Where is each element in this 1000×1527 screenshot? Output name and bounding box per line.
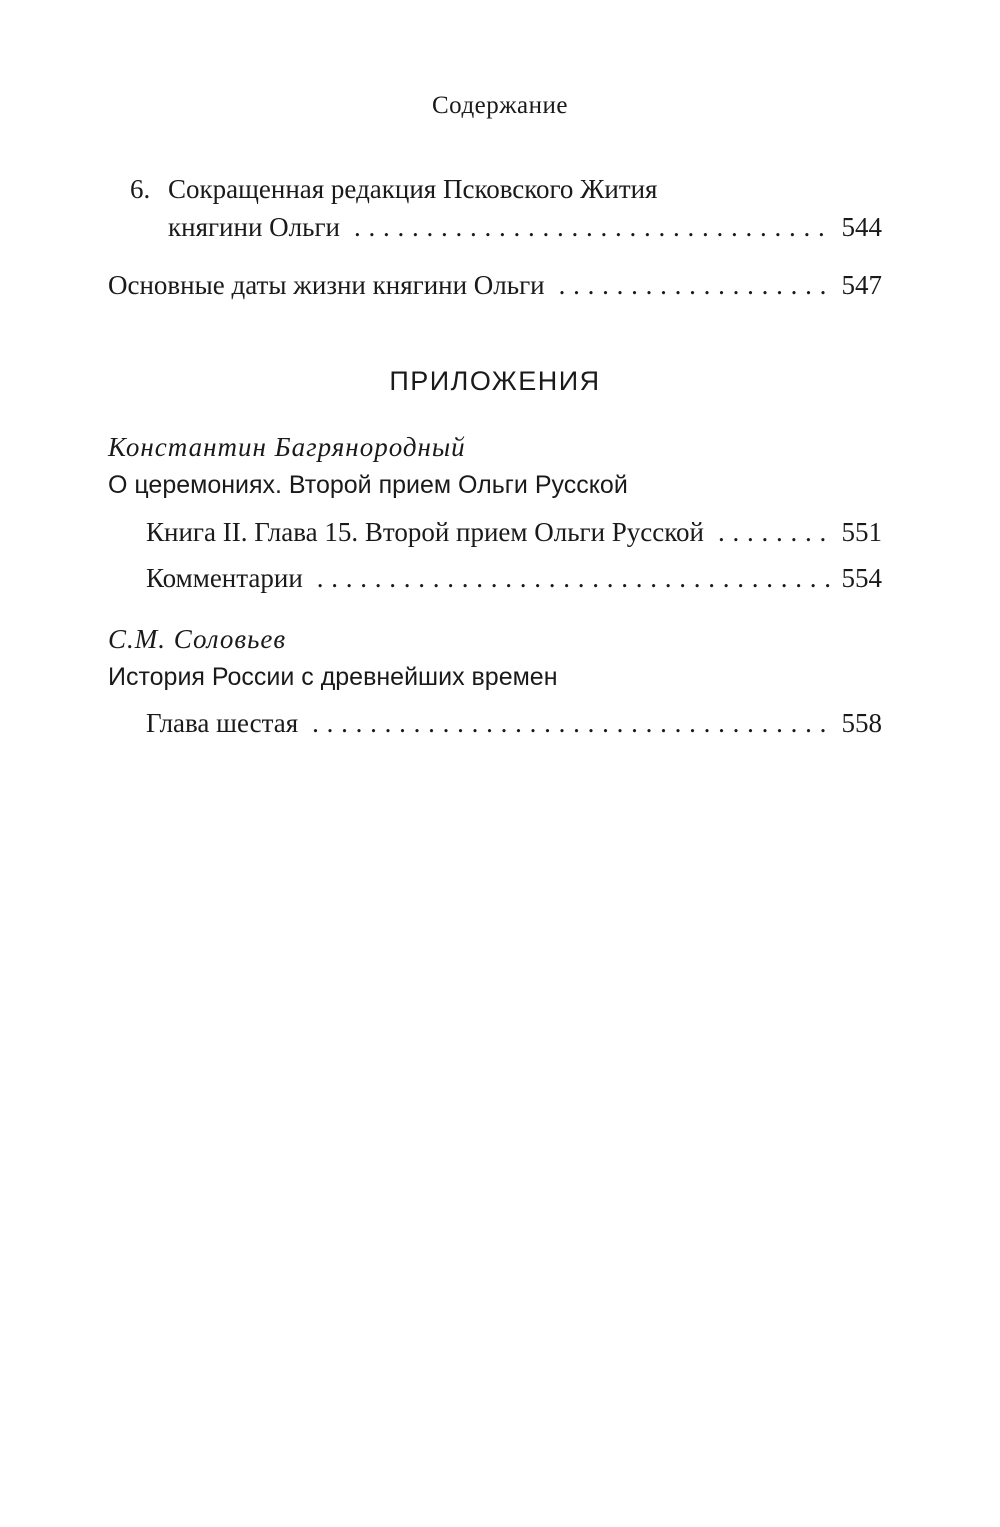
page-number: 544 <box>841 212 882 242</box>
toc-entry-6-first-line <box>130 172 657 206</box>
entry-title-line1: Сокращенная редакция Псковского Жития <box>168 174 658 204</box>
entry-title: Комментарии <box>146 563 303 593</box>
entry-title: Глава шестая <box>146 708 299 738</box>
toc-entry-book-2-chapter-15 <box>146 515 882 549</box>
appendix-work-title: О церемониях. Второй прием Ольги Русской <box>108 471 628 499</box>
appendix-work-title: История России с древнейших времен <box>108 663 558 691</box>
appendix-author: С.М. Соловьев <box>108 624 287 654</box>
leader-dots <box>559 268 832 302</box>
page-number: 558 <box>841 708 882 738</box>
page-number: 551 <box>841 517 882 547</box>
toc-entry-commentary <box>146 561 882 595</box>
entry-title: Книга II. Глава 15. Второй прием Ольги Русской <box>146 517 704 547</box>
appendix-author: Константин Багрянородный <box>108 432 466 462</box>
page-number: 547 <box>841 270 882 300</box>
leader-dots <box>354 210 832 244</box>
entry-number: 6. <box>130 174 151 204</box>
entry-title: Основные даты жизни княгини Ольги <box>108 270 545 300</box>
leader-dots <box>718 515 832 549</box>
toc-entry-6-second-line <box>168 210 882 244</box>
toc-entry-chapter-six <box>146 706 882 740</box>
running-header: Содержание <box>432 92 568 119</box>
page-number: 554 <box>841 563 882 593</box>
entry-title-line2: княгини Ольги <box>168 212 340 242</box>
leader-dots <box>312 706 831 740</box>
appendices-title: ПРИЛОЖЕНИЯ <box>389 366 601 396</box>
leader-dots <box>317 561 832 595</box>
toc-entry-main-dates <box>108 268 882 302</box>
